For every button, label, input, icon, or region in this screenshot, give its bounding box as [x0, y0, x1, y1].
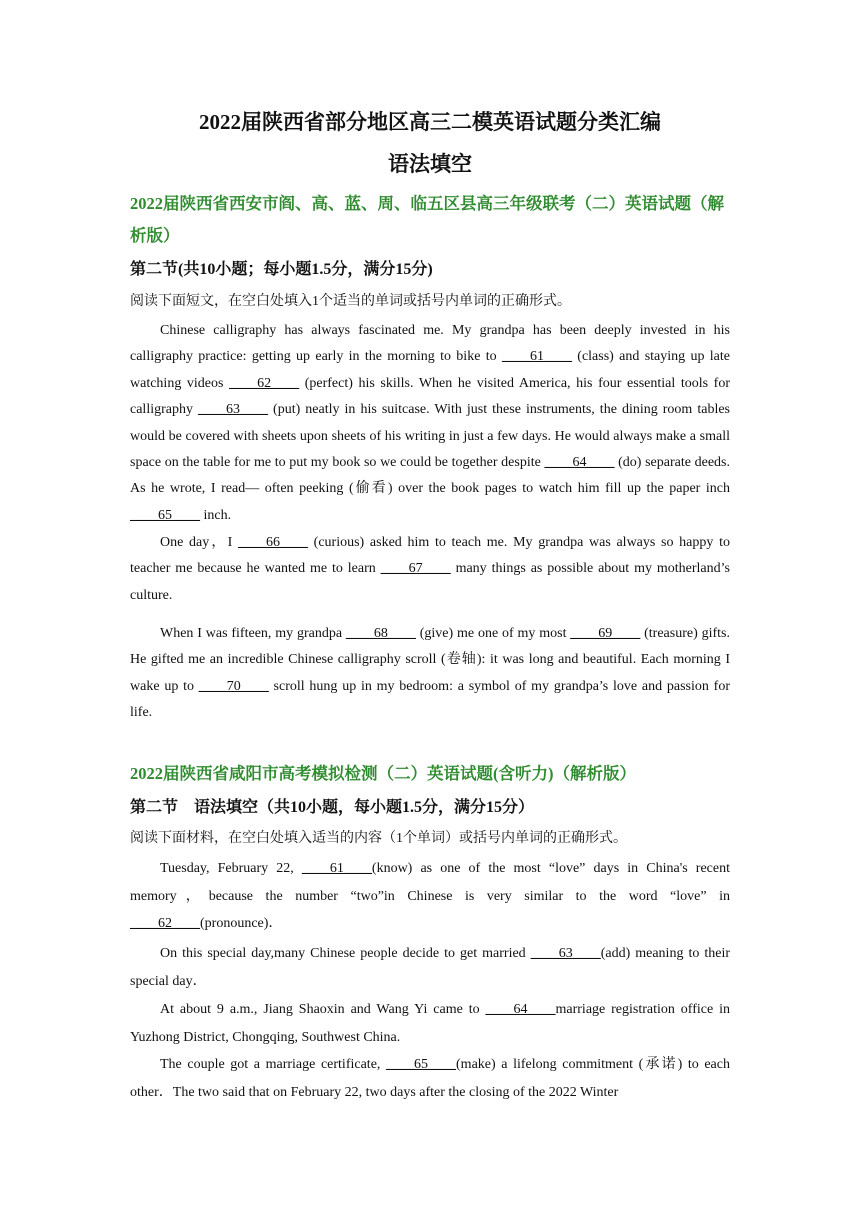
section2-paragraph-2: On this special day,many Chinese people decide to get married ____63____(add) meaning to their special day． [130, 946, 731, 989]
section1-paragraph-1: Chinese calligraphy has always fascinated me. My grandpa has been deeply invested in his calligraphy practice: getting up early in the morning to bike to ____61____ (class) and staying up late watching videos ____62____ (perfect) his skills. When he visited America, his four essential tools for calligraphy ____63____ (put) neatly in his suitcase. With just these instruments, the dining room tables would be covered with sheets upon sheets of his writing in just a few days. He would always make a small space on the table for me to put my book so we could be together despite ____64____ (do) separate deeds. As he wrote, I read— often peeking (偷看) over the book pages to watch him fill up the paper inch ____65____ inch. [130, 323, 730, 523]
section1-paragraph-3: When I was fifteen, my grandpa ____68____ (give) me one of my most ____69____ (treasure) gifts. He gifted me an incredible Chinese calligraphy scroll (卷轴): it was long and beautiful. Each morning I wake up to ____70____ scroll hung up in my bedroom: a symbol of my grandpa’s love and passion for life. [130, 626, 730, 721]
answer-blank: ____65____ [130, 507, 200, 523]
document-subtitle: 语法填空 [388, 152, 472, 176]
answer-blank: ____64____ [544, 455, 615, 471]
answer-blank: ____62____ [229, 375, 300, 391]
section2-part: 第二节 语法填空（共10小题，每小题1.5分，满分15分） [130, 799, 535, 816]
section2-paragraph-1: Tuesday, February 22, ____61____(know) as one of the most “love” days in China's recent memory，because the number “two”in Chinese is very similar to the word “love” in ____62____(pronounce)． [130, 861, 730, 931]
section1-paragraph-2: One day，I ____66____ (curious) asked him to teach me. My grandpa was always so happy to teacher me because he wanted me to learn ____67____ many things as possible about my motherland’s culture. [130, 535, 730, 603]
answer-blank: ____64____ [485, 1002, 556, 1017]
answer-blank: ____65____ [386, 1057, 457, 1072]
answer-blank: ____61____ [501, 349, 572, 365]
answer-blank: ____63____ [530, 946, 601, 961]
section2-paragraph-4: The couple got a marriage certificate, ____65____(make) a lifelong commitment (承诺) to each other．The two said that on February 22, two days after the closing of the 2022 Winter [130, 1057, 730, 1100]
answer-blank: ____67____ [380, 561, 451, 577]
section2-heading: 2022届陕西省咸阳市高考模拟检测（二）英语试题(含听力)（解析版） [130, 764, 636, 783]
answer-blank: ____68____ [345, 626, 416, 641]
answer-blank: ____66____ [237, 535, 308, 550]
document-title: 2022届陕西省部分地区高三二模英语试题分类汇编 [199, 110, 661, 134]
answer-blank: ____63____ [198, 402, 269, 418]
answer-blank: ____62____ [130, 916, 200, 931]
section1-instruction: 阅读下面短文，在空白处填入1个适当的单词或括号内单词的正确形式。 [130, 294, 571, 309]
section2-paragraph-3: At about 9 a.m., Jiang Shaoxin and Wang Yi came to ____64____marriage registration office in Yuzhong District, Chongqing, Southwest China. [130, 1002, 730, 1045]
section1-heading: 2022届陕西省西安市阎、高、蓝、周、临五区县高三年级联考（二）英语试题（解析版） [130, 194, 724, 245]
section2-instruction: 阅读下面材料，在空白处填入适当的内容（1个单词）或括号内单词的正确形式。 [130, 831, 627, 846]
section1-part: 第二节(共10小题；每小题1.5分，满分15分) [130, 261, 433, 278]
answer-blank: ____69____ [570, 626, 641, 641]
answer-blank: ____70____ [198, 678, 269, 694]
answer-blank: ____61____ [301, 861, 372, 876]
